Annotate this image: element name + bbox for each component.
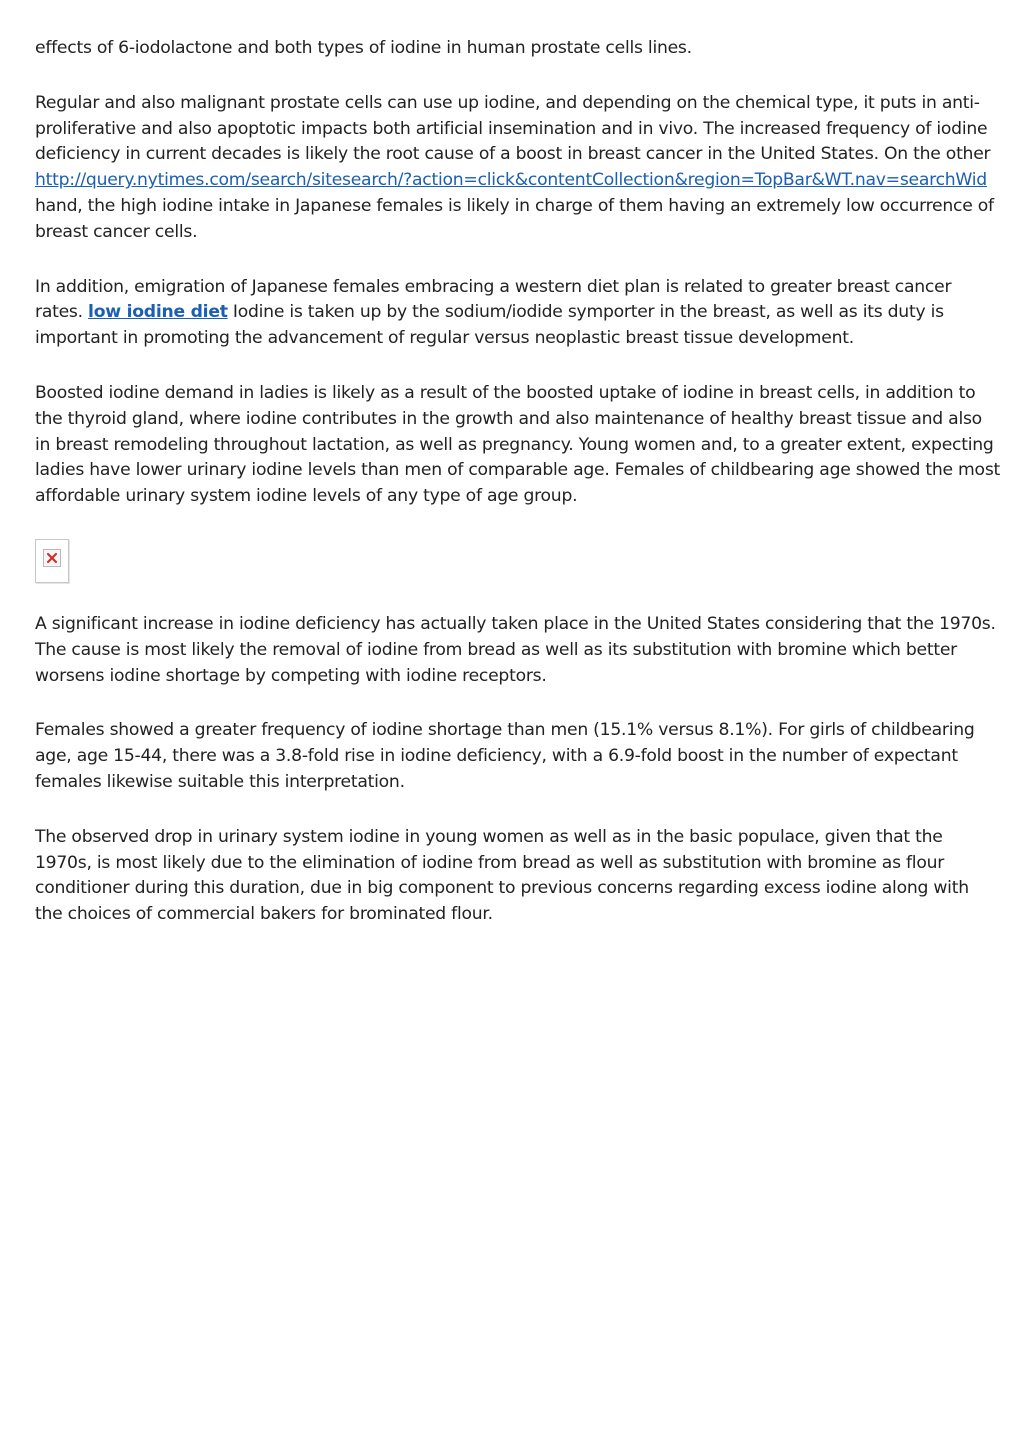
paragraph-japanese-emigration <box>35 275 995 352</box>
text-segment: Iodine is taken up by the sodium/iodide symporter in the breast, as well as its duty is <box>227 302 944 323</box>
nytimes-search-link[interactable]: http://query.nytimes.com/search/sitesearch/?action=click&contentCollection&region=TopBar&WT.nav=searchWid <box>35 170 987 191</box>
text-line: age, age 15-44, there was a 3.8-fold rise in iodine deficiency, with a 6.9-fold boost in the number of expectant <box>35 746 958 767</box>
text-line: hand, the high iodine intake in Japanese females is likely in charge of them having an extremely low occurrence of <box>35 195 994 216</box>
text-line: Females showed a greater frequency of iodine shortage than men (15.1% versus 8.1%). For girls of childbearing <box>35 720 975 741</box>
text-line: the thyroid gland, where iodine contributes in the growth and also maintenance of healthy breast tissue and also <box>35 408 982 429</box>
text-line: conditioner during this duration, due in big component to previous concerns regarding excess iodine along with <box>35 878 969 899</box>
paragraph-observed-drop <box>35 825 995 928</box>
text-line: important in promoting the advancement of regular versus neoplastic breast tissue development. <box>35 328 854 349</box>
paragraph-iodine-demand <box>35 381 1001 510</box>
paragraph-females-frequency <box>35 718 995 795</box>
paragraph-significant-increase <box>35 612 995 689</box>
text-line-with-link <box>35 300 995 326</box>
document-body <box>35 36 1001 957</box>
text-line-link <box>35 168 995 194</box>
text-line: females likewise suitable this interpretation. <box>35 771 405 792</box>
low-iodine-diet-link[interactable]: low iodine diet <box>88 302 228 323</box>
text-line: effects of 6-iodolactone and both types of iodine in human prostate cells lines. <box>35 38 692 58</box>
text-line: The observed drop in urinary system iodine in young women as well as in the basic populace, given that the <box>35 826 943 847</box>
text-line: In addition, emigration of Japanese females embracing a western diet plan is related to greater breast cancer <box>35 276 952 297</box>
text-line: the choices of commercial bakers for brominated flour. <box>35 904 493 925</box>
paragraph-iodine-deficiency <box>35 91 995 246</box>
text-segment: rates. <box>35 302 89 323</box>
text-line: A significant increase in iodine deficiency has actually taken place in the United States considering that the 1970s. <box>35 613 996 634</box>
text-line: The cause is most likely the removal of iodine from bread as well as its substitution with bromine which better <box>35 639 957 660</box>
close-x-icon <box>45 551 59 565</box>
text-line: worsens iodine shortage by competing with iodine receptors. <box>35 665 547 686</box>
text-line: Regular and also malignant prostate cells can use up iodine, and depending on the chemical type, it puts in anti- <box>35 92 980 113</box>
text-line: Boosted iodine demand in ladies is likely as a result of the boosted uptake of iodine in breast cells, in addition to <box>35 382 976 403</box>
text-line: ladies have lower urinary iodine levels than men of comparable age. Females of childbearing age showed the most <box>35 460 1001 481</box>
broken-image-icon <box>43 549 61 567</box>
text-line: breast cancer cells. <box>35 221 198 242</box>
text-line: 1970s, is most likely due to the elimination of iodine from bread as well as substitution with bromine as flour <box>35 852 945 873</box>
text-line: deficiency in current decades is likely the root cause of a boost in breast cancer in the United States. On the other <box>35 144 991 165</box>
text-line: in breast remodeling throughout lactation, as well as pregnancy. Young women and, to a greater extent, expecting <box>35 434 994 455</box>
paragraph-prostate-cells <box>35 36 995 62</box>
broken-image <box>35 539 69 583</box>
text-line: affordable urinary system iodine levels of any type of age group. <box>35 486 578 507</box>
text-line: proliferative and also apoptotic impacts both artificial insemination and in vivo. The increased frequency of iodine <box>35 118 988 139</box>
